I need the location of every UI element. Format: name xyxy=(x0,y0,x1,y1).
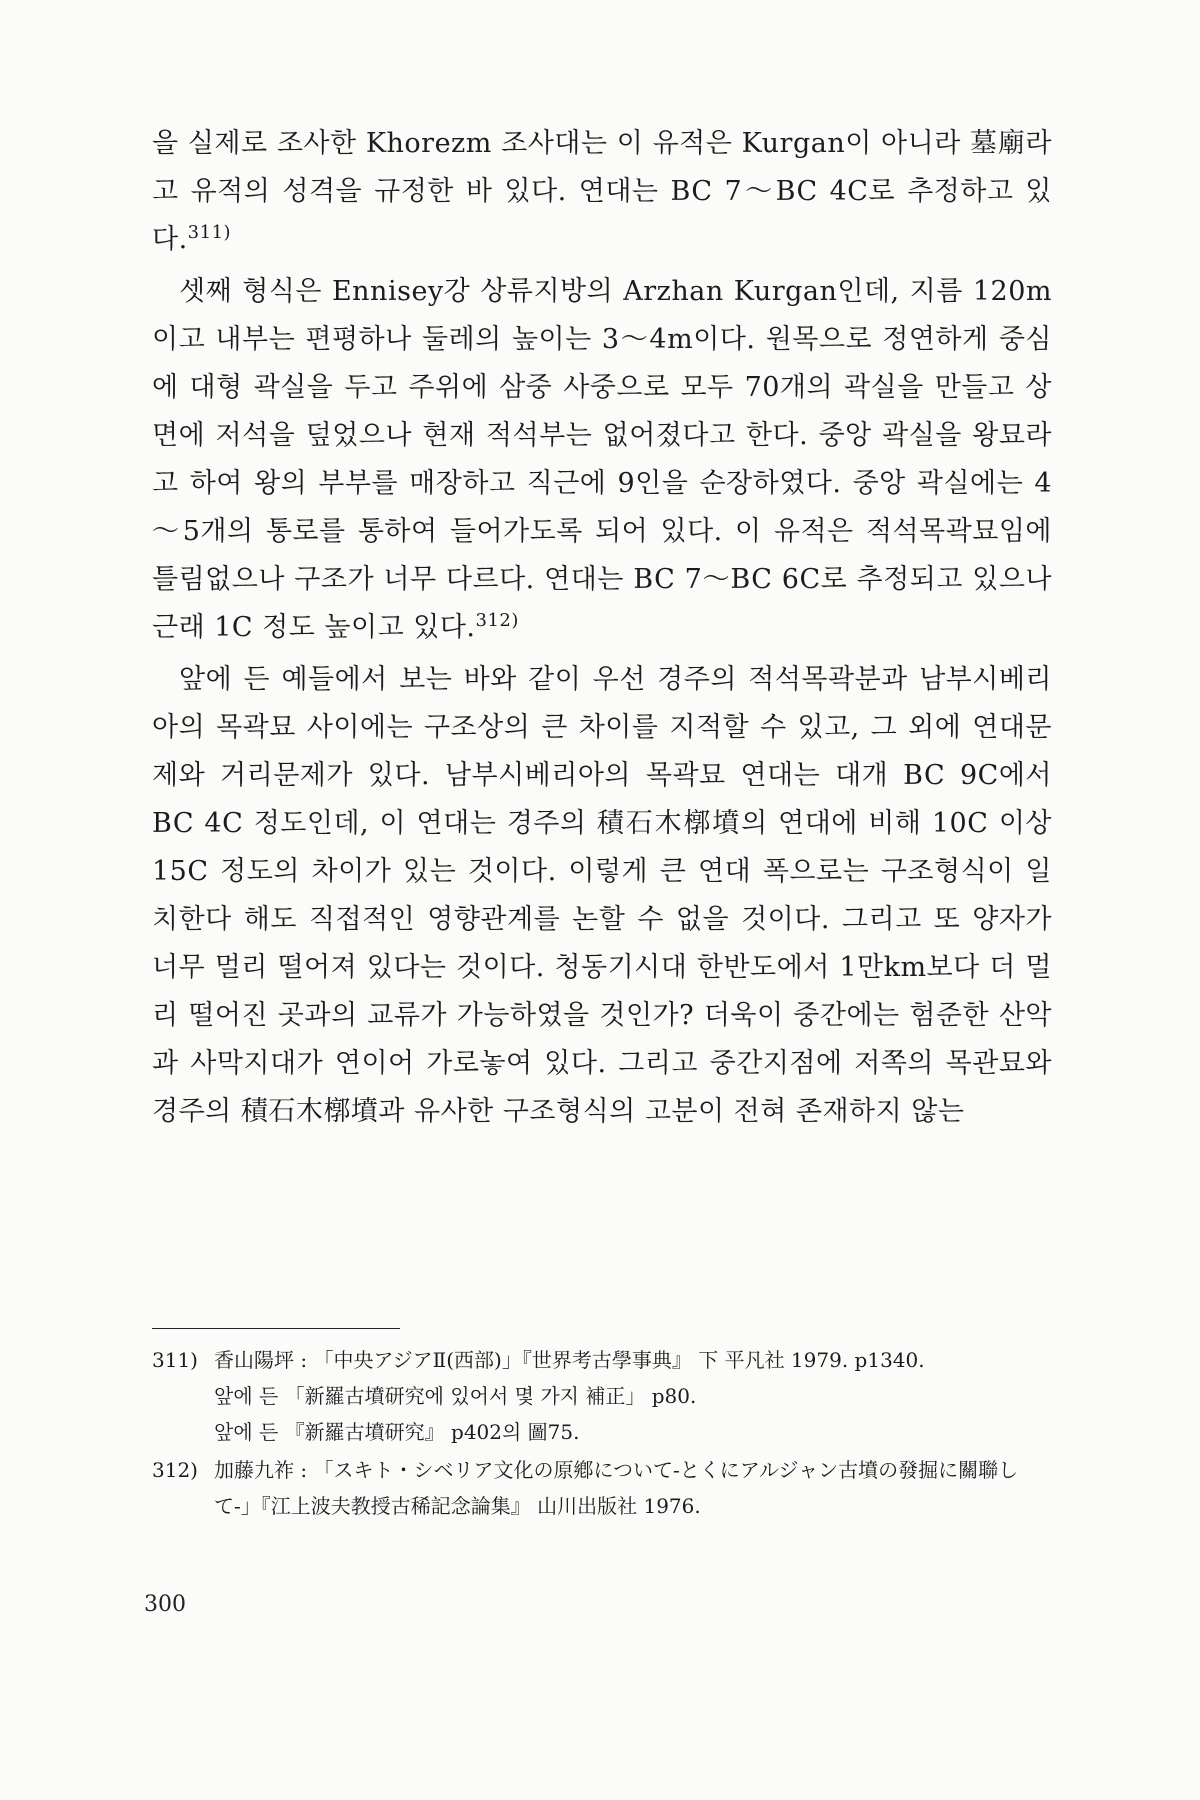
paragraph-3-text: 앞에 든 예들에서 보는 바와 같이 우선 경주의 적석목곽분과 남부시베리아의 목곽묘 사이에는 구조상의 큰 차이를 지적할 수 있고, 그 외에 연대문제와 거리문제가 있다. 남부시베리아의 목곽묘 연대는 대개 BC 9C에서 BC 4C 정도인데, 이 연대는 경주의 積石木槨墳의 연대에 비해 10C 이상 15C 정도의 차이가 있는 것이다. 이렇게 큰 연대 폭으로는 구조형식이 일치한다 해도 직접적인 영향관계를 논할 수 없을 것이다. 그리고 또 양자가 너무 멀리 떨어져 있다는 것이다. 청동기시대 한반도에서 1만km보다 더 멀리 떨어진 곳과의 교류가 가능하였을 것인가? 더욱이 중간에는 험준한 산악과 사막지대가 연이어 가로놓여 있다. 그리고 중간지점에 저쪽의 목관묘와 경주의 積石木槨墳과 유사한 구조형식의 고분이 전혀 존재하지 않는 xyxy=(152,664,1052,1127)
footnote-line: 香山陽坪 : 「中央アジアⅡ(西部)」『世界考古學事典』 下 平凡社 1979. p1340. xyxy=(214,1348,925,1372)
paragraph-2-text: 셋째 형식은 Ennisey강 상류지방의 Arzhan Kurgan인데, 지름 120m이고 내부는 편평하나 둘레의 높이는 3～4m이다. 원목으로 정연하게 중심에 대형 곽실을 두고 주위에 삼중 사중으로 모두 70개의 곽실을 만들고 상면에 저석을 덮었으나 현재 적석부는 없어졌다고 한다. 중앙 곽실을 왕묘라고 하여 왕의 부부를 매장하고 직근에 9인을 순장하였다. 중앙 곽실에는 4～5개의 통로를 통하여 들어가도록 되어 있다. 이 유적은 적석목곽묘임에 틀림없으나 구조가 너무 다르다. 연대는 BC 7～BC 6C로 추정되고 있으나 근래 1C 정도 높이고 있다. xyxy=(152,276,1052,643)
footnote-line: 앞에 든 「新羅古墳研究에 있어서 몇 가지 補正」 p80. xyxy=(214,1384,697,1408)
body-text xyxy=(152,120,1052,1140)
footnote-body xyxy=(214,1452,1052,1524)
footnote-line: 앞에 든 『新羅古墳研究』 p402의 圖75. xyxy=(214,1420,580,1444)
paragraph-2 xyxy=(152,268,1052,652)
footnote-ref-311: 311) xyxy=(187,222,232,243)
footnote-311 xyxy=(152,1342,1052,1450)
footnote-number: 312) xyxy=(152,1458,198,1482)
paragraph-1-text: 을 실제로 조사한 Khorezm 조사대는 이 유적은 Kurgan이 아니라 墓廟라고 유적의 성격을 규정한 바 있다. 연대는 BC 7～BC 4C로 추정하고 있다. xyxy=(152,128,1052,255)
footnotes xyxy=(152,1342,1052,1526)
paragraph-3 xyxy=(152,656,1052,1136)
paragraph-1 xyxy=(152,120,1052,264)
footnote-divider xyxy=(152,1328,400,1329)
footnote-ref-312: 312) xyxy=(475,610,519,631)
page-number: 300 xyxy=(144,1592,186,1617)
footnote-body xyxy=(214,1342,1052,1450)
footnote-line: 加藤九祚 : 「スキト・シベリア文化の原鄕について-とくにアルジャン古墳の發掘に關聯して-」『江上波夫教授古稀記念論集』 山川出版社 1976. xyxy=(214,1458,1019,1518)
footnote-number: 311) xyxy=(152,1348,198,1372)
footnote-312 xyxy=(152,1452,1052,1524)
